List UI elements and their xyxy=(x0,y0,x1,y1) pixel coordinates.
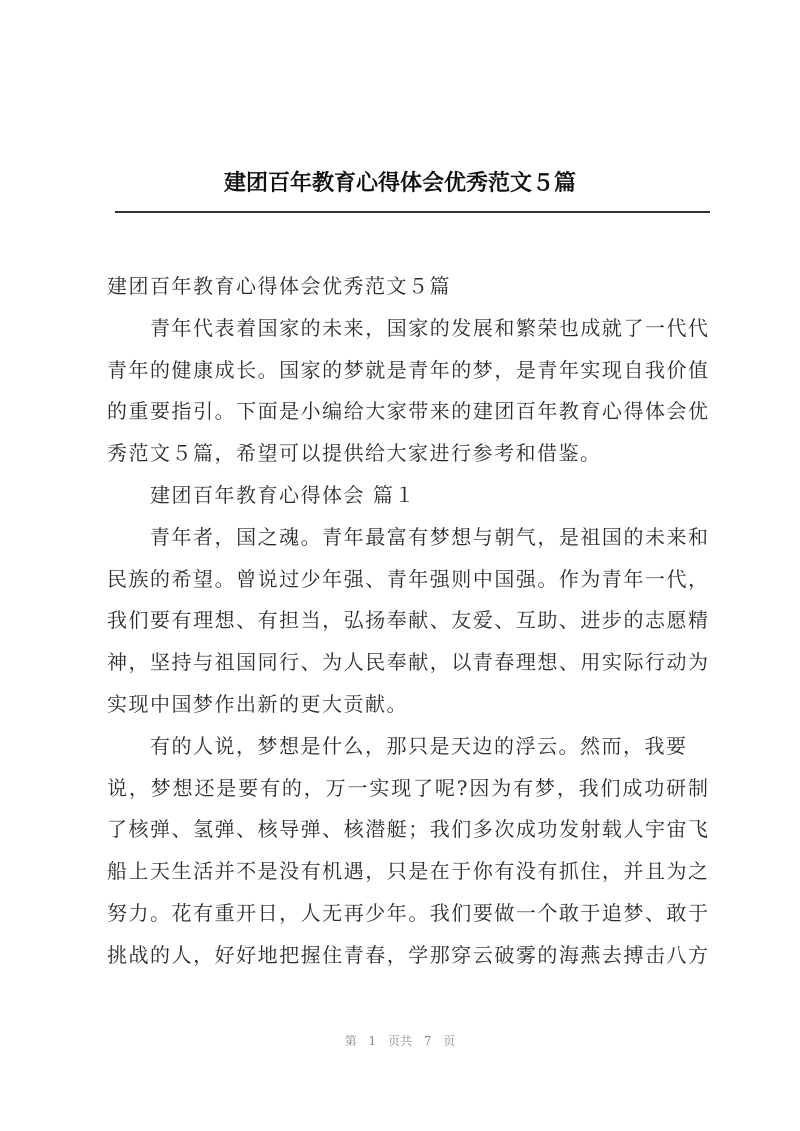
document-title: 建团百年教育心得体会优秀范文５篇 xyxy=(223,171,576,196)
paragraph-line: 说，梦想还是要有的，万一实现了呢?因为有梦，我们成功研制 xyxy=(107,775,708,800)
section-heading: 建团百年教育心得体会 篇１ xyxy=(150,483,416,507)
paragraph-line: 挑战的人，好好地把握住青春，学那穿云破雾的海燕去搏击八方 xyxy=(107,942,708,967)
paragraph-line: 我们要有理想、有担当，弘扬奉献、友爱、互助、进步的志愿精 xyxy=(107,608,708,633)
paragraph-line: 有的人说，梦想是什么，那只是天边的浮云。然而，我要 xyxy=(150,733,688,758)
paragraph-line: 船上天生活并不是没有机遇，只是在于你有没有抓住，并且为之 xyxy=(107,859,708,884)
paragraph-line: 秀范文５篇，希望可以提供给大家进行参考和借鉴。 xyxy=(107,441,602,466)
paragraph-line: 实现中国梦作出新的更大贡献。 xyxy=(107,692,408,716)
paragraph-line: 民族的希望。曾说过少年强、青年强则中国强。作为青年一代， xyxy=(107,566,708,591)
paragraph-line: 青年者，国之魂。青年最富有梦想与朝气，是祖国的未来和 xyxy=(150,524,708,549)
paragraph-line: 的重要指引。下面是小编给大家带来的建团百年教育心得体会优 xyxy=(107,399,708,424)
paragraph-line: 神，坚持与祖国同行、为人民奉献，以青春理想、用实际行动为 xyxy=(107,650,708,675)
title-divider xyxy=(115,211,710,213)
body-heading: 建团百年教育心得体会优秀范文５篇 xyxy=(107,274,451,298)
paragraph-line: 努力。花有重开日，人无再少年。我们要做一个敢于追梦、敢于 xyxy=(107,901,708,925)
paragraph-line: 了核弹、氢弹、核导弹、核潜艇；我们多次成功发射载人宇宙飞 xyxy=(107,817,708,842)
paragraph-line: 青年代表着国家的未来，国家的发展和繁荣也成就了一代代 xyxy=(150,315,708,340)
page-footer: 第 1 页共 7 页 xyxy=(344,1034,456,1048)
paragraph-line: 青年的健康成长。国家的梦就是青年的梦，是青年实现自我价值 xyxy=(107,357,708,382)
